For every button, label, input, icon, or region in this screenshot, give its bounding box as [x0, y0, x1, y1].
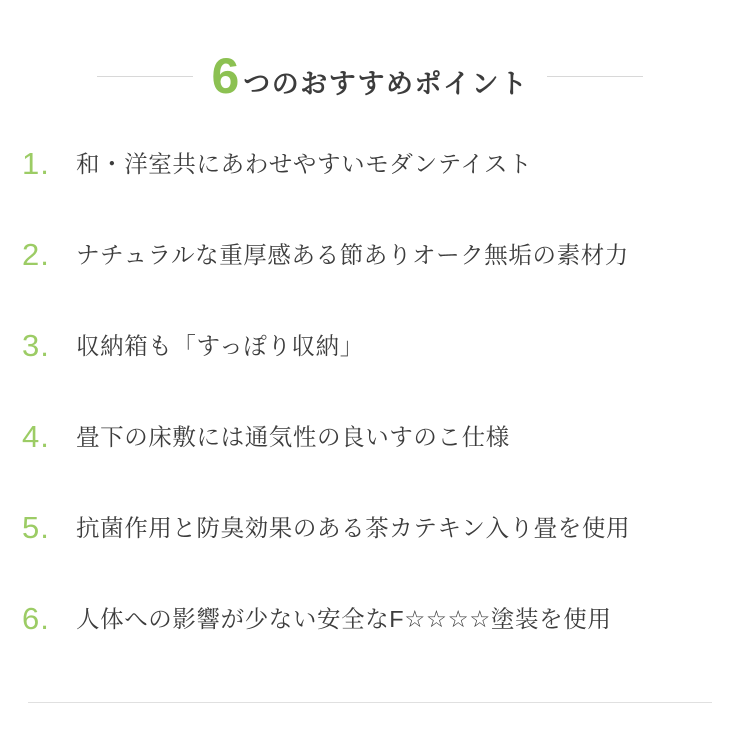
list-item	[0, 146, 740, 237]
list-item-text: 人体への影響が少ない安全なF☆☆☆☆塗装を使用	[76, 606, 612, 632]
list-item	[0, 237, 740, 328]
page-header	[0, 44, 740, 108]
list-item	[0, 510, 740, 601]
page-title-number: 6	[211, 48, 240, 104]
points-list	[0, 146, 740, 692]
page-title-text: つのおすすめポイント	[243, 69, 529, 99]
header-rule-left	[97, 76, 193, 77]
list-item	[0, 419, 740, 510]
list-item-number: 5.	[22, 510, 50, 545]
list-item-text: 収納箱も「すっぽり収納」	[76, 333, 364, 359]
page-title	[211, 48, 529, 104]
list-item-text: 畳下の床敷には通気性の良いすのこ仕様	[76, 424, 510, 450]
header-rule-right	[547, 76, 643, 77]
list-item-number: 1.	[22, 146, 50, 181]
list-item-number: 3.	[22, 328, 50, 363]
list-item-number: 2.	[22, 237, 50, 272]
list-item-text: 和・洋室共にあわせやすいモダンテイスト	[76, 151, 533, 177]
list-item-text: 抗菌作用と防臭効果のある茶カテキン入り畳を使用	[76, 515, 631, 541]
list-item	[0, 328, 740, 419]
list-item	[0, 601, 740, 692]
footer-divider	[28, 702, 712, 703]
list-item-number: 6.	[22, 601, 50, 636]
list-item-number: 4.	[22, 419, 50, 454]
list-item-text: ナチュラルな重厚感ある節ありオーク無垢の素材力	[76, 242, 629, 268]
